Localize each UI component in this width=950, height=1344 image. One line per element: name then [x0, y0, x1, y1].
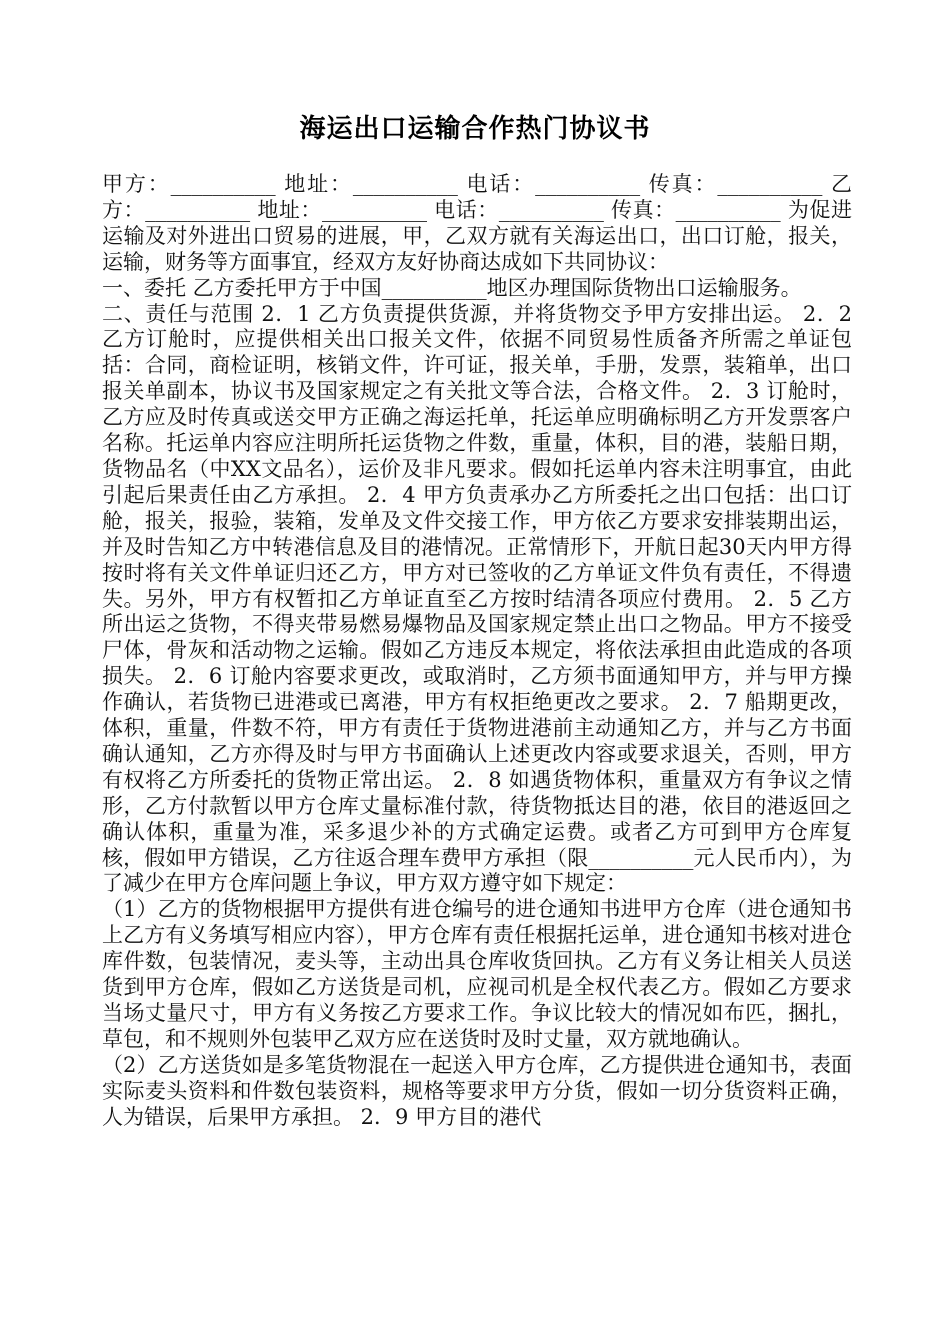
paragraph-responsibilities: 二、责任与范围 2．1 乙方负责提供货源，并将货物交予甲方安排出运。 2．2 乙方订舱时，应提供相关出口报关文件，依据不同贸易性质备齐所需之单证包括：合同，商检证明，核销文件，许可证，报关单，手册，发票，装箱单，出口报关单副本，协议书及国家规定之有关批文等合法，合格文件。 2．3 订舱时，乙方应及时传真或送交甲方正确之海运托单，托运单应明确标明乙方开发票客户名称。托运单内容应注明所托运货物之件数，重量，体积，目的港，装船日期，货物品名（中XX文品名），运价及非凡要求。假如托运单内容未注明事宜，由此引起后果责任由乙方承担。 2．4 甲方负责承办乙方所委托之出口包括：出口订舱，报关，报验，装箱，发单及文件交接工作，甲方依乙方要求安排装期出运，并及时告知乙方中转港信息及目的港情况。正常情形下，开航日起30天内甲方得按时将有关文件单证归还乙方，甲方对已签收的乙方单证文件负有责任，不得遗失。另外，甲方有权暂扣乙方单证直至乙方按时结清各项应付费用。 2．5 乙方所出运之货物，不得夹带易燃易爆物品及国家规定禁止出口之物品。甲方不接受尸体，骨灰和活动物之运输。假如乙方违反本规定，将依法承担由此造成的各项损失。 2．6 订舱内容要求更改，或取消时，乙方须书面通知甲方，并与甲方操作确认，若货物已进港或已离港，甲方有权拒绝更改之要求。 2．7 船期更改，体积，重量，件数不符，甲方有责任于货物进港前主动通知乙方，并与乙方书面确认通知，乙方亦得及时与甲方书面确认上述更改内容或要求退关，否则，甲方有权将乙方所委托的货物正常出运。 2．8 如遇货物体积，重量双方有争议之情形，乙方付款暂以甲方仓库丈量标准付款，待货物抵达目的港，依目的港返回之确认体积，重量为准，采多退少补的方式确定运费。或者乙方可到甲方仓库复核，假如甲方错误，乙方往返合理车费甲方承担（限__________元人民币内），为了减少在甲方仓库问题上争议，甲方双方遵守如下规定： [102, 301, 852, 896]
paragraph-entrust: 一、委托 乙方委托甲方于中国__________地区办理国际货物出口运输服务。 [102, 275, 802, 300]
paragraph-rule-1: （1）乙方的货物根据甲方提供有进仓编号的进仓通知书进甲方仓库（进仓通知书上乙方有义务填写相应内容），甲方仓库有责任根据托运单，进仓通知书核对进仓库件数，包装情况，麦头等，主动出具仓库收货回执。乙方有义务让相关人员送货到甲方仓库，假如乙方送货是司机，应视司机是全权代表乙方。假如乙方要求当场丈量尺寸，甲方有义务按乙方要求工作。争议比较大的情况如布匹，捆扎，草包，和不规则外包装甲乙双方应在送货时及时丈量，双方就地确认。 [102, 897, 852, 1051]
paragraph-parties: 甲方：__________ 地址：__________ 电话：__________ 传真：__________ 乙方：__________ 地址：__________ 电话：__________ 传真：__________ 为促进运输及对外进出口贸易的进展，甲，乙双方就有关海运出口，出口订舱，报关，运输，财务等方面事宜，经双方友好协商达成如下共同协议： [102, 172, 852, 274]
paragraph-rule-2: （2）乙方送货如是多笔货物混在一起送入甲方仓库，乙方提供进仓通知书，表面实际麦头资料和件数包装资料，规格等要求甲方分货，假如一切分货资料正确，人为错误，后果甲方承担。 2．9 甲方目的港代 [102, 1052, 852, 1129]
document-title: 海运出口运输合作热门协议书 [299, 114, 651, 144]
document-body [102, 172, 852, 1131]
